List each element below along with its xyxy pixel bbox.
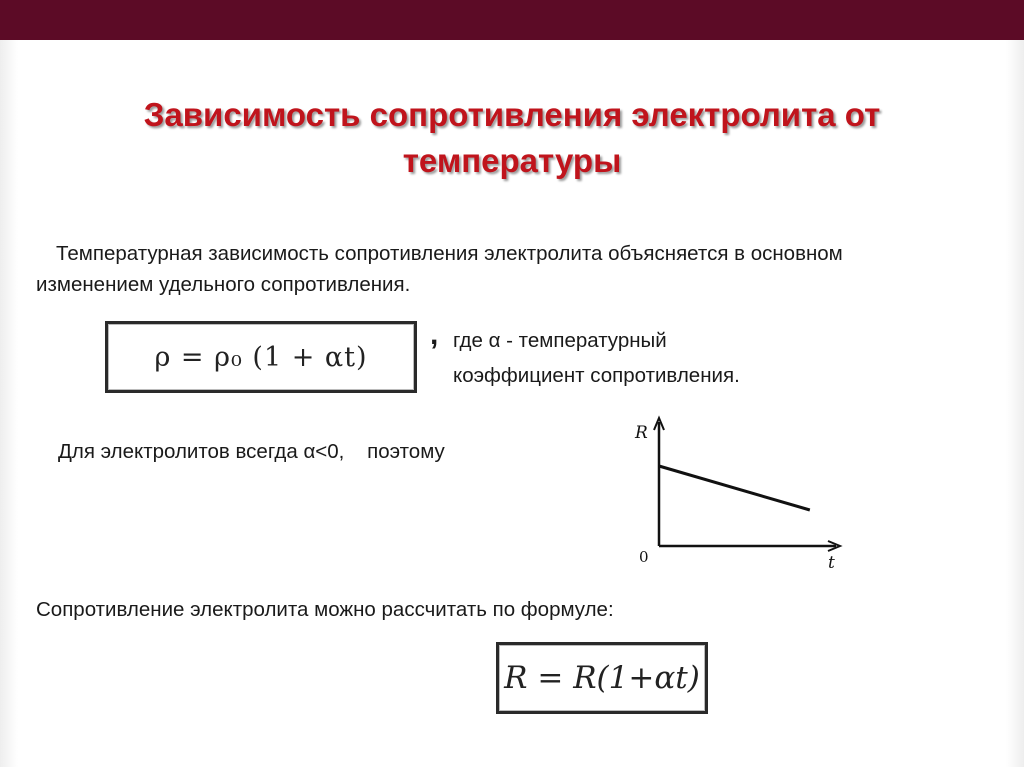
top-bar xyxy=(0,0,1024,40)
resistance-formula-box xyxy=(496,642,708,714)
x-axis-label: t xyxy=(828,553,835,570)
slide-title: Зависимость сопротивления электролита от температуры xyxy=(143,96,881,179)
chart-svg xyxy=(604,404,862,570)
origin-label: 0 xyxy=(639,548,649,566)
alpha-note-line2: коэффициент сопротивления. xyxy=(453,364,740,387)
right-edge-shadow xyxy=(1006,40,1024,767)
resistance-formula: R = R(1+αt) xyxy=(504,660,700,696)
resistance-vs-temperature-chart xyxy=(604,404,862,570)
resistivity-formula-box xyxy=(105,321,417,393)
y-axis-label: R xyxy=(635,423,648,443)
resistance-series-line xyxy=(659,466,810,510)
left-edge-shadow xyxy=(0,40,18,767)
formula-comma: , xyxy=(430,318,439,351)
formula-intro-text: Сопротивление электролита можно рассчитать по формуле: xyxy=(36,598,614,621)
alpha-note-line1: где α - температурный xyxy=(453,329,667,352)
electrolyte-alpha-text: Для электролитов всегда α<0, поэтому xyxy=(58,440,445,463)
resistivity-formula: ρ = ρ₀ (1 + αt) xyxy=(154,341,368,373)
intro-paragraph: Температурная зависимость сопротивления электролита объясняется в основном изменением удельного сопротивления. xyxy=(36,242,843,296)
